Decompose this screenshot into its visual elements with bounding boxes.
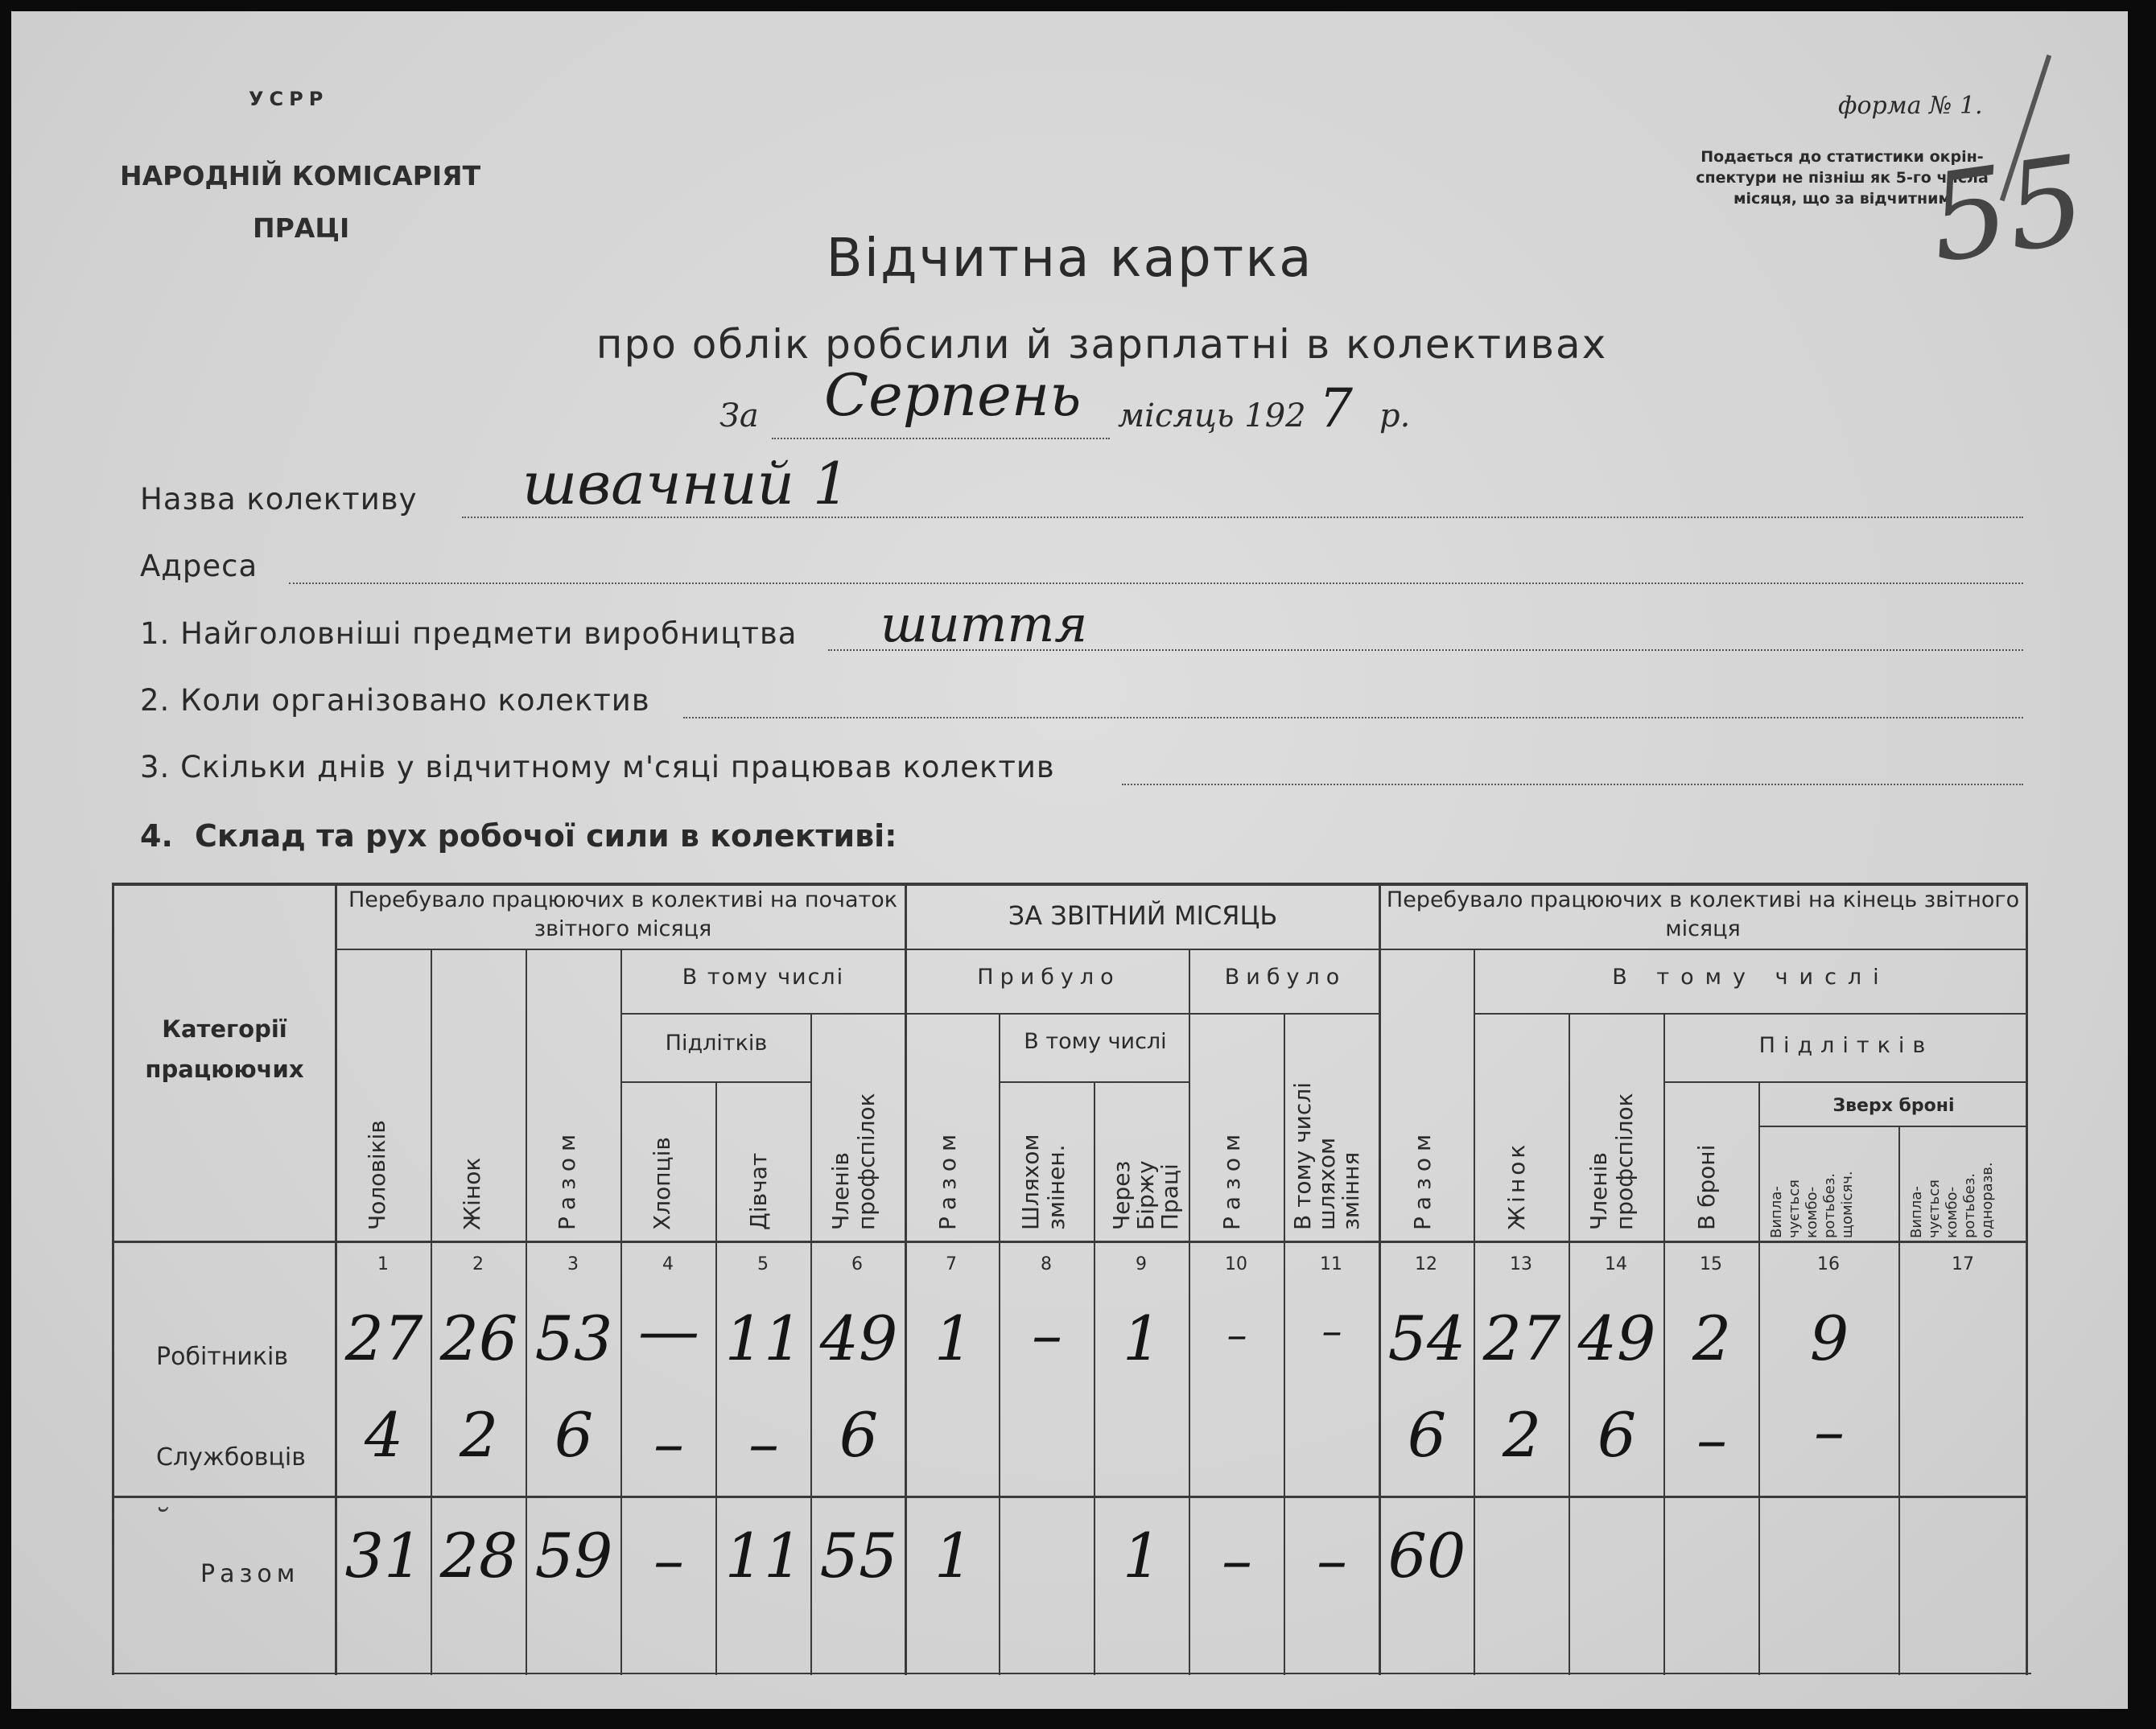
cell-r3-c9: 1 — [1122, 1520, 1162, 1591]
col-number-1: 1 — [377, 1254, 389, 1274]
row-label-workers: Робітників — [156, 1343, 289, 1371]
col-header-6: Членів профспілок — [827, 1093, 880, 1230]
page-title: Відчитна картка — [826, 227, 1313, 289]
col-number-4: 4 — [662, 1254, 674, 1274]
col-header-3: Разом — [554, 1127, 580, 1230]
address-line — [289, 583, 2023, 584]
sub-vtomu-2: В тому числі — [1024, 1029, 1167, 1054]
col-header-7: Разом — [934, 1127, 961, 1230]
cell-r2-c3: 6 — [554, 1399, 594, 1471]
col-header-12: Разом — [1409, 1127, 1436, 1230]
cell-r2-c12: 6 — [1407, 1399, 1447, 1471]
sub-pidlitkiv-1: Підлітків — [665, 1031, 768, 1056]
cell-r2-c5: – — [748, 1407, 779, 1479]
period-suffix: р. — [1379, 397, 1411, 434]
products-label: 1. Найголовніші предмети виробництва — [140, 616, 798, 651]
col-header-11: В тому числі шляхом зміння — [1289, 1082, 1364, 1230]
cell-r1-c13: 27 — [1482, 1303, 1561, 1374]
group-start-header: Перебувало працюючих в колективі на початок звітного місяця — [348, 887, 898, 941]
tick-mark: ˘ — [152, 1504, 168, 1541]
col-number-10: 10 — [1225, 1254, 1247, 1274]
col-number-9: 9 — [1136, 1254, 1147, 1274]
organized-label: 2. Коли організовано колектив — [140, 683, 650, 718]
col-header-5: Дівчат — [745, 1152, 772, 1230]
cell-r1-c2: 26 — [439, 1303, 518, 1374]
group-month-header: ЗА ЗВІТНИЙ МІСЯЦЬ — [1008, 900, 1278, 931]
col-number-6: 6 — [851, 1254, 863, 1274]
col-header-1: Чоловіків — [364, 1120, 390, 1230]
products-value: шиття — [880, 595, 1088, 653]
col-number-11: 11 — [1320, 1254, 1342, 1274]
cell-r1-c6: 49 — [819, 1303, 898, 1374]
cell-r1-c1: 27 — [344, 1303, 423, 1374]
cell-r3-c5: 11 — [724, 1520, 803, 1591]
ussr-label: УСРР — [249, 88, 329, 110]
cell-r3-c2: 28 — [439, 1520, 518, 1591]
name-label: Назва колективу — [140, 482, 418, 517]
cell-r1-c15: 2 — [1692, 1303, 1732, 1374]
cell-r2-c16: – — [1814, 1395, 1845, 1467]
period-month-line — [772, 438, 1110, 439]
col-number-12: 12 — [1415, 1254, 1437, 1274]
col-number-15: 15 — [1700, 1254, 1722, 1274]
col-header-4: Хлопців — [649, 1137, 675, 1230]
sub-vtomu-1: В тому числі — [682, 965, 845, 990]
col-header-16: Випла-чується комбо-ротьбез. щомісяч. — [1768, 1171, 1856, 1238]
cell-r2-c13: 2 — [1502, 1399, 1542, 1471]
page-subtitle: про облік робсили й зарплатні в колективах — [596, 321, 1608, 368]
address-label: Адреса — [140, 549, 258, 583]
col-header-8: Шляхом змінен. — [1017, 1134, 1070, 1230]
col-number-3: 3 — [567, 1254, 579, 1274]
group-end-header: Перебувало працюючих в колективі на кінець звітного місяця — [1386, 887, 2020, 941]
cell-r1-c7: 1 — [934, 1303, 974, 1374]
cell-r1-c14: 49 — [1577, 1303, 1656, 1374]
organized-line — [683, 717, 2023, 718]
commissariat-line1: НАРОДНІЙ КОМІСАРІЯТ — [120, 160, 481, 191]
section4-title: Склад та рух робочої сили в колективі: — [195, 818, 897, 854]
cell-r2-c14: 6 — [1597, 1399, 1637, 1471]
sub-vtomu-3: В тому числі — [1612, 965, 1890, 990]
cell-r3-c11: – — [1317, 1524, 1347, 1595]
col-number-5: 5 — [757, 1254, 769, 1274]
cell-r1-c4: — — [638, 1295, 699, 1366]
col-header-15: В броні — [1693, 1144, 1720, 1230]
col-header-13: Жінок — [1503, 1141, 1530, 1230]
col-number-13: 13 — [1510, 1254, 1532, 1274]
name-value: швачний 1 — [522, 450, 850, 517]
margin-number: 55 — [1921, 130, 2094, 290]
cell-r1-c5: 11 — [724, 1303, 803, 1374]
col-number-16: 16 — [1817, 1254, 1840, 1274]
sub-zverkh-broni: Зверх броні — [1832, 1096, 1955, 1116]
row-label-employees: Службовців — [156, 1443, 306, 1472]
days-line — [1122, 784, 2023, 785]
col-header-14: Членів профспілок — [1585, 1093, 1638, 1230]
col-header-2: Жінок — [459, 1157, 485, 1230]
col-number-8: 8 — [1041, 1254, 1052, 1274]
col-number-14: 14 — [1605, 1254, 1627, 1274]
form-number: форма № 1. — [1838, 92, 1983, 120]
row-label-total: Разом — [200, 1560, 300, 1588]
cell-r1-c12: 54 — [1387, 1303, 1466, 1374]
cell-r3-c1: 31 — [344, 1520, 423, 1591]
cell-r1-c8: – — [1032, 1299, 1062, 1370]
col-header-9: Через Біржу Праці — [1108, 1160, 1183, 1230]
cell-r3-c3: 59 — [534, 1520, 613, 1591]
cell-r1-c9: 1 — [1122, 1303, 1162, 1374]
cell-r2-c2: 2 — [459, 1399, 499, 1471]
workforce-table — [112, 868, 2027, 1693]
cell-r3-c7: 1 — [934, 1520, 974, 1591]
cell-r3-c12: 60 — [1387, 1520, 1466, 1591]
category-header: Категорії працюючих — [145, 1015, 304, 1083]
cell-r2-c6: 6 — [839, 1399, 879, 1471]
days-label: 3. Скільки днів у відчитному м'сяці працював колектив — [140, 750, 1055, 784]
cell-r3-c4: – — [653, 1524, 684, 1595]
period-month-value: Серпень — [824, 361, 1082, 429]
cell-r2-c4: – — [653, 1407, 684, 1479]
cell-r3-c10: – — [1222, 1524, 1252, 1595]
cell-r1-c16: 9 — [1809, 1303, 1849, 1374]
period-mid: місяць 192 — [1118, 397, 1306, 434]
period-year-digit: 7 — [1319, 377, 1353, 439]
cell-r2-c1: 4 — [364, 1399, 404, 1471]
cell-r3-c6: 55 — [819, 1520, 898, 1591]
cell-r1-c11: – — [1321, 1307, 1342, 1354]
period-prefix: За — [719, 397, 759, 434]
sub-pidlitkiv-2: Підлітків — [1758, 1033, 1934, 1058]
col-number-2: 2 — [472, 1254, 484, 1274]
section4-number: 4. — [140, 818, 173, 854]
col-number-7: 7 — [946, 1254, 957, 1274]
col-number-17: 17 — [1952, 1254, 1974, 1274]
col-header-10: Разом — [1218, 1127, 1245, 1230]
commissariat-line2: ПРАЦІ — [253, 212, 350, 244]
cell-r1-c3: 53 — [534, 1303, 613, 1374]
sub-vybulo: Вибуло — [1224, 965, 1346, 990]
cell-r1-c10: – — [1226, 1311, 1247, 1358]
col-header-17: Випла-чується комбо-ротьбез. одноразв. — [1908, 1162, 1996, 1238]
submission-note: Подається до статистики окрін-спектури не пізніш як 5-го числа місяця, що за відчитним — [1696, 148, 1989, 208]
sub-prybulo: Прибуло — [977, 965, 1120, 990]
document-page — [11, 11, 2128, 1709]
cell-r2-c15: – — [1696, 1403, 1727, 1475]
